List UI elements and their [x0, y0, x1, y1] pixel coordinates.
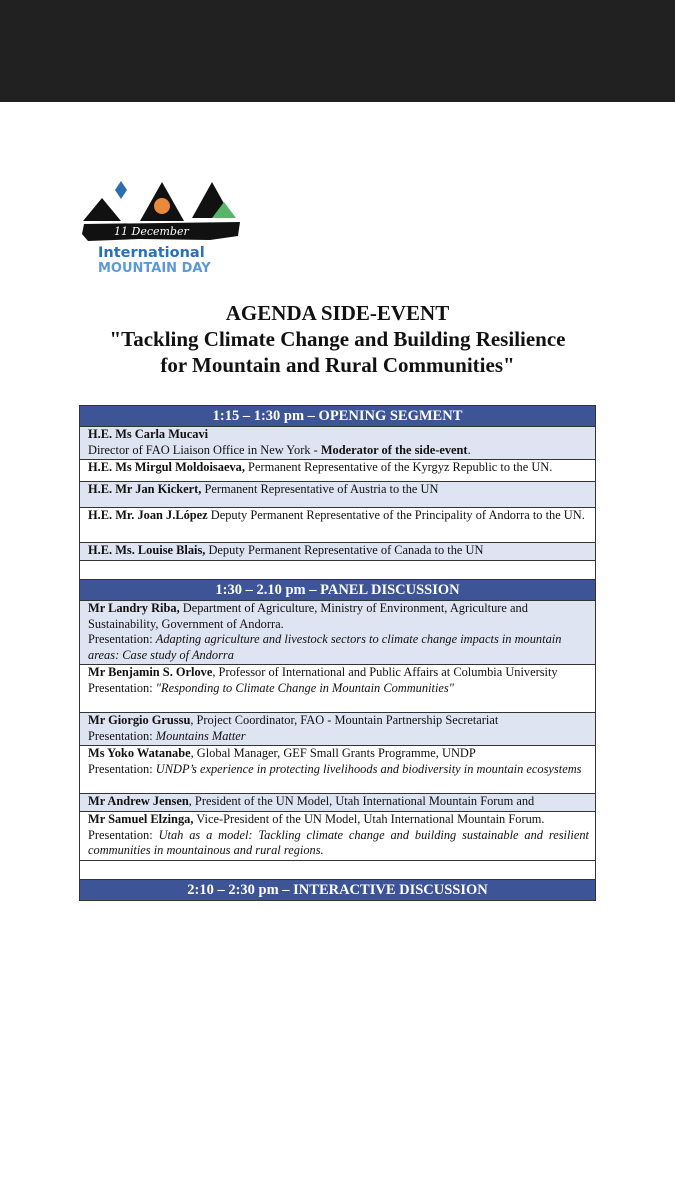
presentation-title: Utah as a model: Tackling climate change and building sustainable and resilient communities in mountainous and rural regions. [88, 827, 589, 857]
section-header-panel: 1:30 – 2.10 pm – PANEL DISCUSSION [80, 580, 596, 601]
table-row: Mr Andrew Jensen, President of the UN Model, Utah International Mountain Forum and [80, 794, 596, 812]
speaker-name: Mr Giorgio Grussu [88, 713, 191, 727]
speaker-name: H.E. Ms Mirgul Moldoisaeva, [88, 460, 245, 474]
agenda-title [0, 300, 675, 378]
presentation-title: Adapting agriculture and livestock sectors to climate change impacts in mountain areas: Case study of Andorra [88, 632, 562, 662]
logo-date: 11 December [114, 225, 189, 238]
speaker-name: H.E. Mr. Joan J.López [88, 508, 208, 522]
presentation-title: Mountains Matter [155, 728, 246, 743]
presentation-title: "Responding to Climate Change in Mountain Communities" [155, 680, 454, 695]
section-header-interactive: 2:10 – 2:30 pm – INTERACTIVE DISCUSSION [80, 879, 596, 900]
table-row: H.E. Ms. Louise Blais, Deputy Permanent Representative of Canada to the UN [80, 543, 596, 561]
table-row: Mr Benjamin S. Orlove, Professor of International and Public Affairs at Columbia University Presentation: "Responding to Climate Change in Mountain Communities" [80, 665, 596, 713]
title-line-3: for Mountain and Rural Communities" [160, 353, 515, 377]
blank-row [80, 561, 596, 580]
international-mountain-day-logo [80, 178, 245, 278]
table-row: Mr Samuel Elzinga, Vice-President of the UN Model, Utah International Mountain Forum. Presentation: Utah as a model: Tackling climate change and building sustainable and resilient communities in mountainous and rural regions. [80, 812, 596, 861]
table-row: Mr Landry Riba, Department of Agriculture, Ministry of Environment, Agriculture and Sustainability, Government of Andorra. Presentation: Adapting agriculture and livestock sectors to climate change impacts in mountain areas: Case study of Andorra [80, 601, 596, 665]
logo-line2: MOUNTAIN DAY [98, 261, 211, 276]
speaker-name: Mr Landry Riba, [88, 601, 180, 615]
speaker-name: H.E. Mr Jan Kickert, [88, 482, 202, 496]
top-bar [0, 0, 675, 102]
speaker-name: Ms Yoko Watanabe [88, 746, 191, 760]
speaker-name: Mr Samuel Elzinga, [88, 812, 194, 826]
speaker-name: Mr Benjamin S. Orlove [88, 665, 213, 679]
table-row: H.E. Ms Carla Mucavi Director of FAO Liaison Office in New York - Moderator of the side-event. [80, 427, 596, 460]
speaker-name: H.E. Ms. Louise Blais, [88, 543, 206, 557]
blank-row [80, 860, 596, 879]
presentation-title: UNDP’s experience in protecting livelihoods and biodiversity in mountain ecosystems [155, 761, 582, 776]
agenda-table [79, 405, 596, 901]
speaker-name: H.E. Ms Carla Mucavi [88, 427, 209, 441]
table-row: H.E. Mr. Joan J.López Deputy Permanent Representative of the Principality of Andorra to the UN. [80, 508, 596, 543]
section-header-opening: 1:15 – 1:30 pm – OPENING SEGMENT [80, 406, 596, 427]
logo-line1: International [98, 245, 205, 261]
table-row: H.E. Mr Jan Kickert, Permanent Representative of Austria to the UN [80, 482, 596, 508]
title-line-2: "Tackling Climate Change and Building Resilience [109, 327, 566, 351]
table-row: Mr Giorgio Grussu, Project Coordinator, FAO - Mountain Partnership Secretariat Presentation: Mountains Matter [80, 713, 596, 746]
table-row: H.E. Ms Mirgul Moldoisaeva, Permanent Representative of the Kyrgyz Republic to the UN. [80, 460, 596, 482]
speaker-name: Mr Andrew Jensen [88, 794, 189, 808]
title-line-1: AGENDA SIDE-EVENT [225, 301, 450, 325]
table-row: Ms Yoko Watanabe, Global Manager, GEF Small Grants Programme, UNDP Presentation: UNDP’s experience in protecting livelihoods and biodiversity in mountain ecosystems [80, 746, 596, 794]
